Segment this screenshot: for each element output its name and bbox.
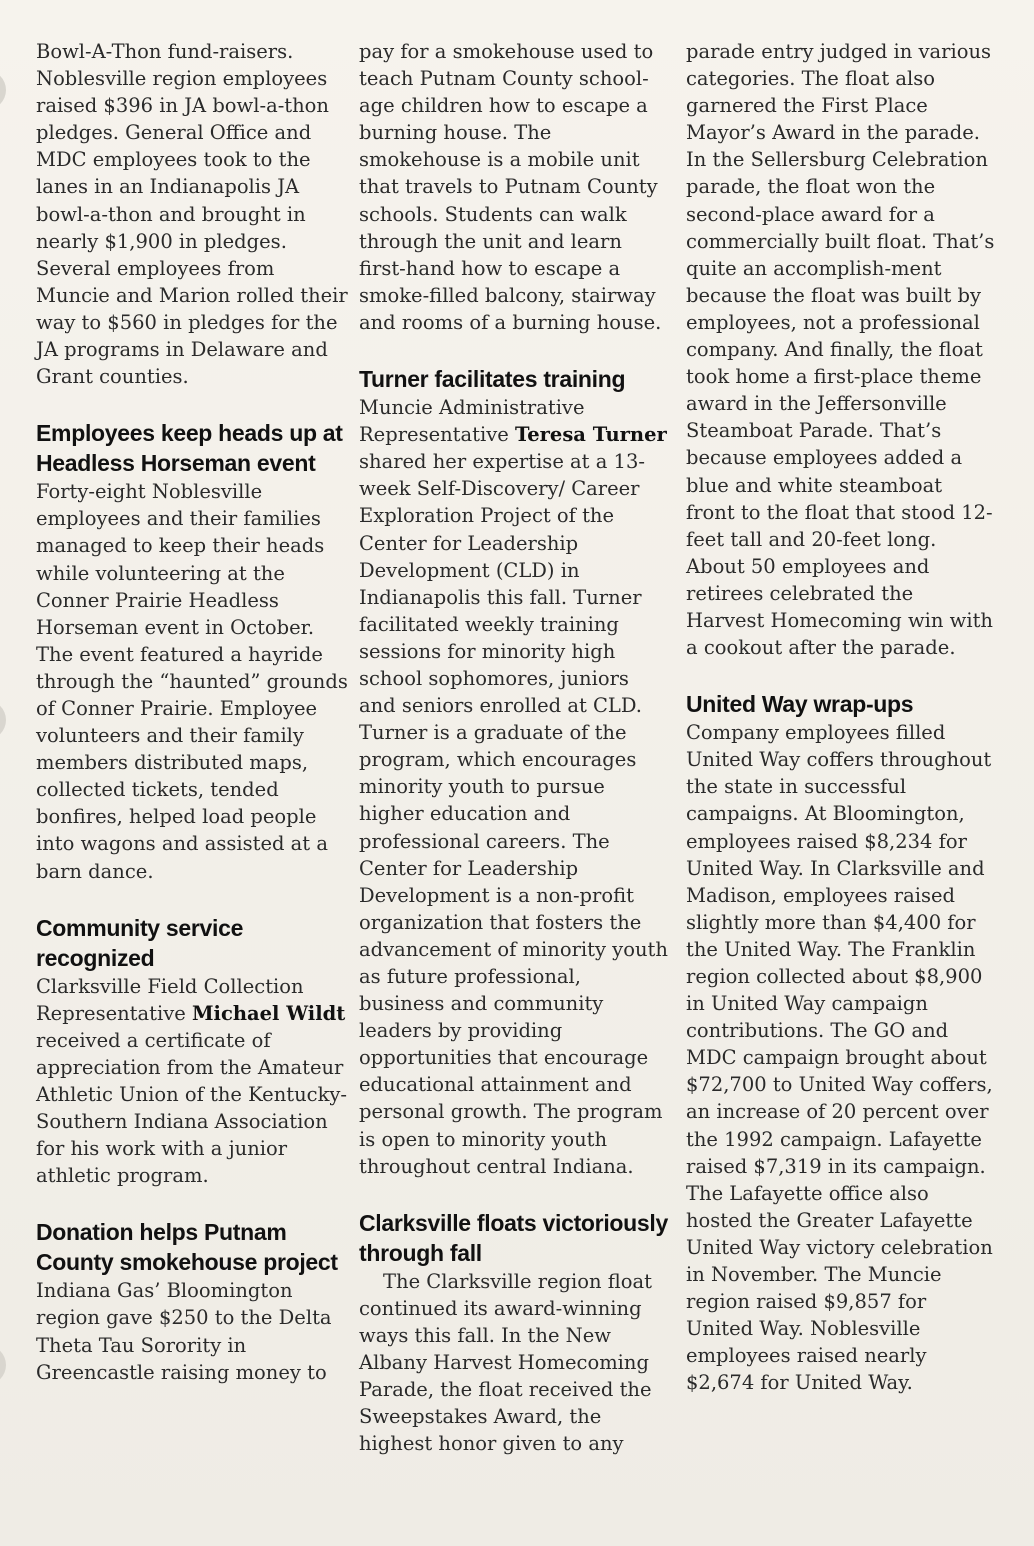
article-donation-body: Indiana Gas’ Bloomington region gave $250 to the Delta Theta Tau Sorority in Greencastle raising money to [36, 1279, 332, 1384]
article-float-continued: parade entry judged in various categories. The float also garnered the First Place Mayor’s Award in the parade. In the Sellersburg Celebration parade, the float won the second-place award for a commercially built float. That’s quite an accomplish-ment because the float was built by employees, not a professional company. And finally, the float took home a first-place theme award in the Jeffersonville Steamboat Parade. That’s because employees added a blue and white steamboat front to the float that stood 12-feet tall and 20-feet long. About 50 employees and retirees celebrated the Harvest Homecoming win with a cookout after the parade. [686, 40, 995, 660]
article-community-body [36, 973, 348, 1190]
headline-clarksville-floats: Clarksville floats victoriously through fall [359, 1209, 668, 1266]
headline-community-service: Community service recognized [36, 914, 244, 971]
turner-text-a: Muncie Administrative Representative [359, 396, 585, 447]
article-smokehouse-continued: pay for a smokehouse used to teach Putnam County school-age children how to escape a burning house. The smokehouse is a mobile unit that travels to Putnam County schools. Students can walk through the unit and learn first-hand how to escape a smoke-filled balcony, stairway and rooms of a burning house. [359, 40, 662, 334]
headline-turner: Turner facilitates training [359, 366, 626, 393]
headline-united-way: United Way wrap-ups [686, 691, 914, 718]
binder-hole [0, 70, 6, 110]
article-bowlathon-body: Bowl-A-Thon fund-raisers. Noblesville region employees raised $396 in JA bowl-a-thon pledges. General Office and MDC employees took to the lanes in an Indianapolis JA bowl-a-thon and brought in nearly $1,900 in pledges. Several employees from Muncie and Marion rolled their way to $560 in pledges for the JA programs in Delaware and Grant counties. [36, 40, 348, 389]
headline-headless-horseman: Employees keep heads up at Headless Horseman event [36, 420, 343, 477]
article-clarksville-body: The Clarksville region float continued its award-winning ways this fall. In the New Albany Harvest Homecoming Parade, the float received the Sweepstakes Award, the highest honor given to any [359, 1269, 652, 1456]
headline-donation: Donation helps Putnam County smokehouse project [36, 1219, 338, 1276]
article-united-way-body: Company employees filled United Way coffers throughout the state in successful campaigns. At Bloomington, employees raised $8,234 for United Way. In Clarksville and Madison, employees raised slightly more than $4,400 for the United Way. The Franklin region collected about $8,900 in United Way campaign contributions. The GO and MDC campaign brought about $72,700 to United Way coffers, an increase of 20 percent over the 1992 campaign. Lafayette raised $7,319 in its campaign. The Lafayette office also hosted the Greater Lafayette United Way victory celebration in November. The Muncie region raised $9,857 for United Way. Noblesville employees raised nearly $2,674 for United Way. [686, 721, 993, 1395]
person-name: Michael Wildt [191, 1001, 346, 1025]
article-turner-body [359, 394, 671, 1180]
turner-text-b: shared her expertise at a 13-week Self-Discovery/ Career Exploration Project of the Center for Leadership Development (CLD) in Indianapolis this fall. Turner facilitated weekly training sessions for minority high school sophomores, juniors and seniors enrolled at CLD. Turner is a graduate of the program, which encourages minority youth to pursue higher education and professional careers. The Center for Leadership Development is a non-profit organization that fosters the advancement of minority youth as future professional, business and community leaders by providing opportunities that encourage educational attainment and personal growth. The program is open to minority youth throughout central Indiana. [359, 450, 668, 1178]
community-text-b: received a certificate of appreciation from the Amateur Athletic Union of the Kentucky-Southern Indiana Association for his work with a junior athletic program. [36, 1028, 348, 1188]
column-right [686, 38, 996, 1397]
binder-hole [0, 700, 6, 740]
community-text-a: Clarksville Field Collection Representative [36, 974, 304, 1025]
article-headless-body: Forty-eight Noblesville employees and their families managed to keep their heads while volunteering at the Conner Prairie Headless Horseman event in October. The event featured a hayride through the “haunted” grounds of Conner Prairie. Employee volunteers and their family members distributed maps, collected tickets, tended bonfires, helped load people into wagons and assisted at a barn dance. [36, 480, 348, 883]
binder-hole [0, 1345, 6, 1385]
column-left [36, 38, 348, 1386]
person-name: Teresa Turner [514, 423, 667, 447]
column-middle [359, 38, 671, 1457]
